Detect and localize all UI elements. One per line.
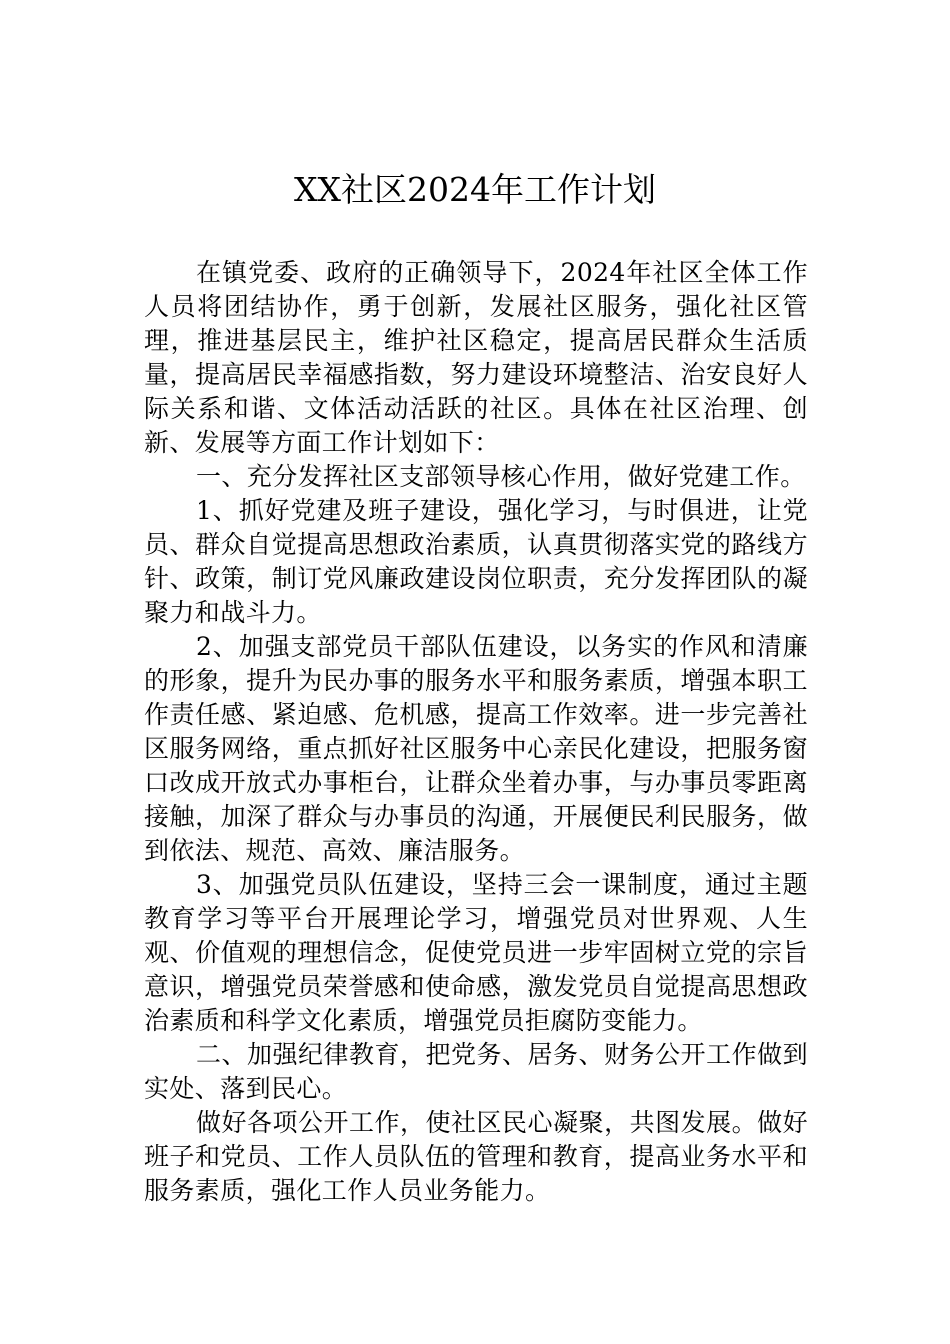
document-body <box>144 256 808 1208</box>
section-heading-1: 一、充分发挥社区支部领导核心作用，做好党建工作。 <box>196 462 806 491</box>
intro-paragraph: 在镇党委、政府的正确领导下，2024年社区全体工作人员将团结协作，勇于创新，发展社区服务，强化社区管理，推进基层民主，维护社区稳定，提高居民群众生活质量，提高居民幸福感指数，努力建设环境整洁、治安良好人际关系和谐、文体活动活跃的社区。具体在社区治理、创新、发展等方面工作计划如下： <box>144 258 808 457</box>
list-item-1-3: 3、加强党员队伍建设，坚持三会一课制度，通过主题教育学习等平台开展理论学习，增强党员对世界观、人生观、价值观的理想信念，促使党员进一步牢固树立党的宗旨意识，增强党员荣誉感和使命感，激发党员自觉提高思想政治素质和科学文化素质，增强党员拒腐防变能力。 <box>144 870 808 1035</box>
section-2-paragraph: 做好各项公开工作，使社区民心凝聚，共图发展。做好班子和党员、工作人员队伍的管理和教育，提高业务水平和服务素质，强化工作人员业务能力。 <box>144 1108 808 1205</box>
list-item-1-2: 2、加强支部党员干部队伍建设，以务实的作风和清廉的形象，提升为民办事的服务水平和服务素质，增强本职工作责任感、紧迫感、危机感，提高工作效率。进一步完善社区服务网络，重点抓好社区服务中心亲民化建设，把服务窗口改成开放式办事柜台，让群众坐着办事，与办事员零距离接触，加深了群众与办事员的沟通，开展便民利民服务，做到依法、规范、高效、廉洁服务。 <box>144 632 808 865</box>
section-heading-2: 二、加强纪律教育，把党务、居务、财务公开工作做到实处、落到民心。 <box>144 1040 808 1103</box>
document-title: XX社区2024年工作计划 <box>294 170 656 209</box>
list-item-1-1: 1、抓好党建及班子建设，强化学习，与时俱进，让党员、群众自觉提高思想政治素质，认真贯彻落实党的路线方针、政策，制订党风廉政建设岗位职责，充分发挥团队的凝聚力和战斗力。 <box>144 496 808 627</box>
